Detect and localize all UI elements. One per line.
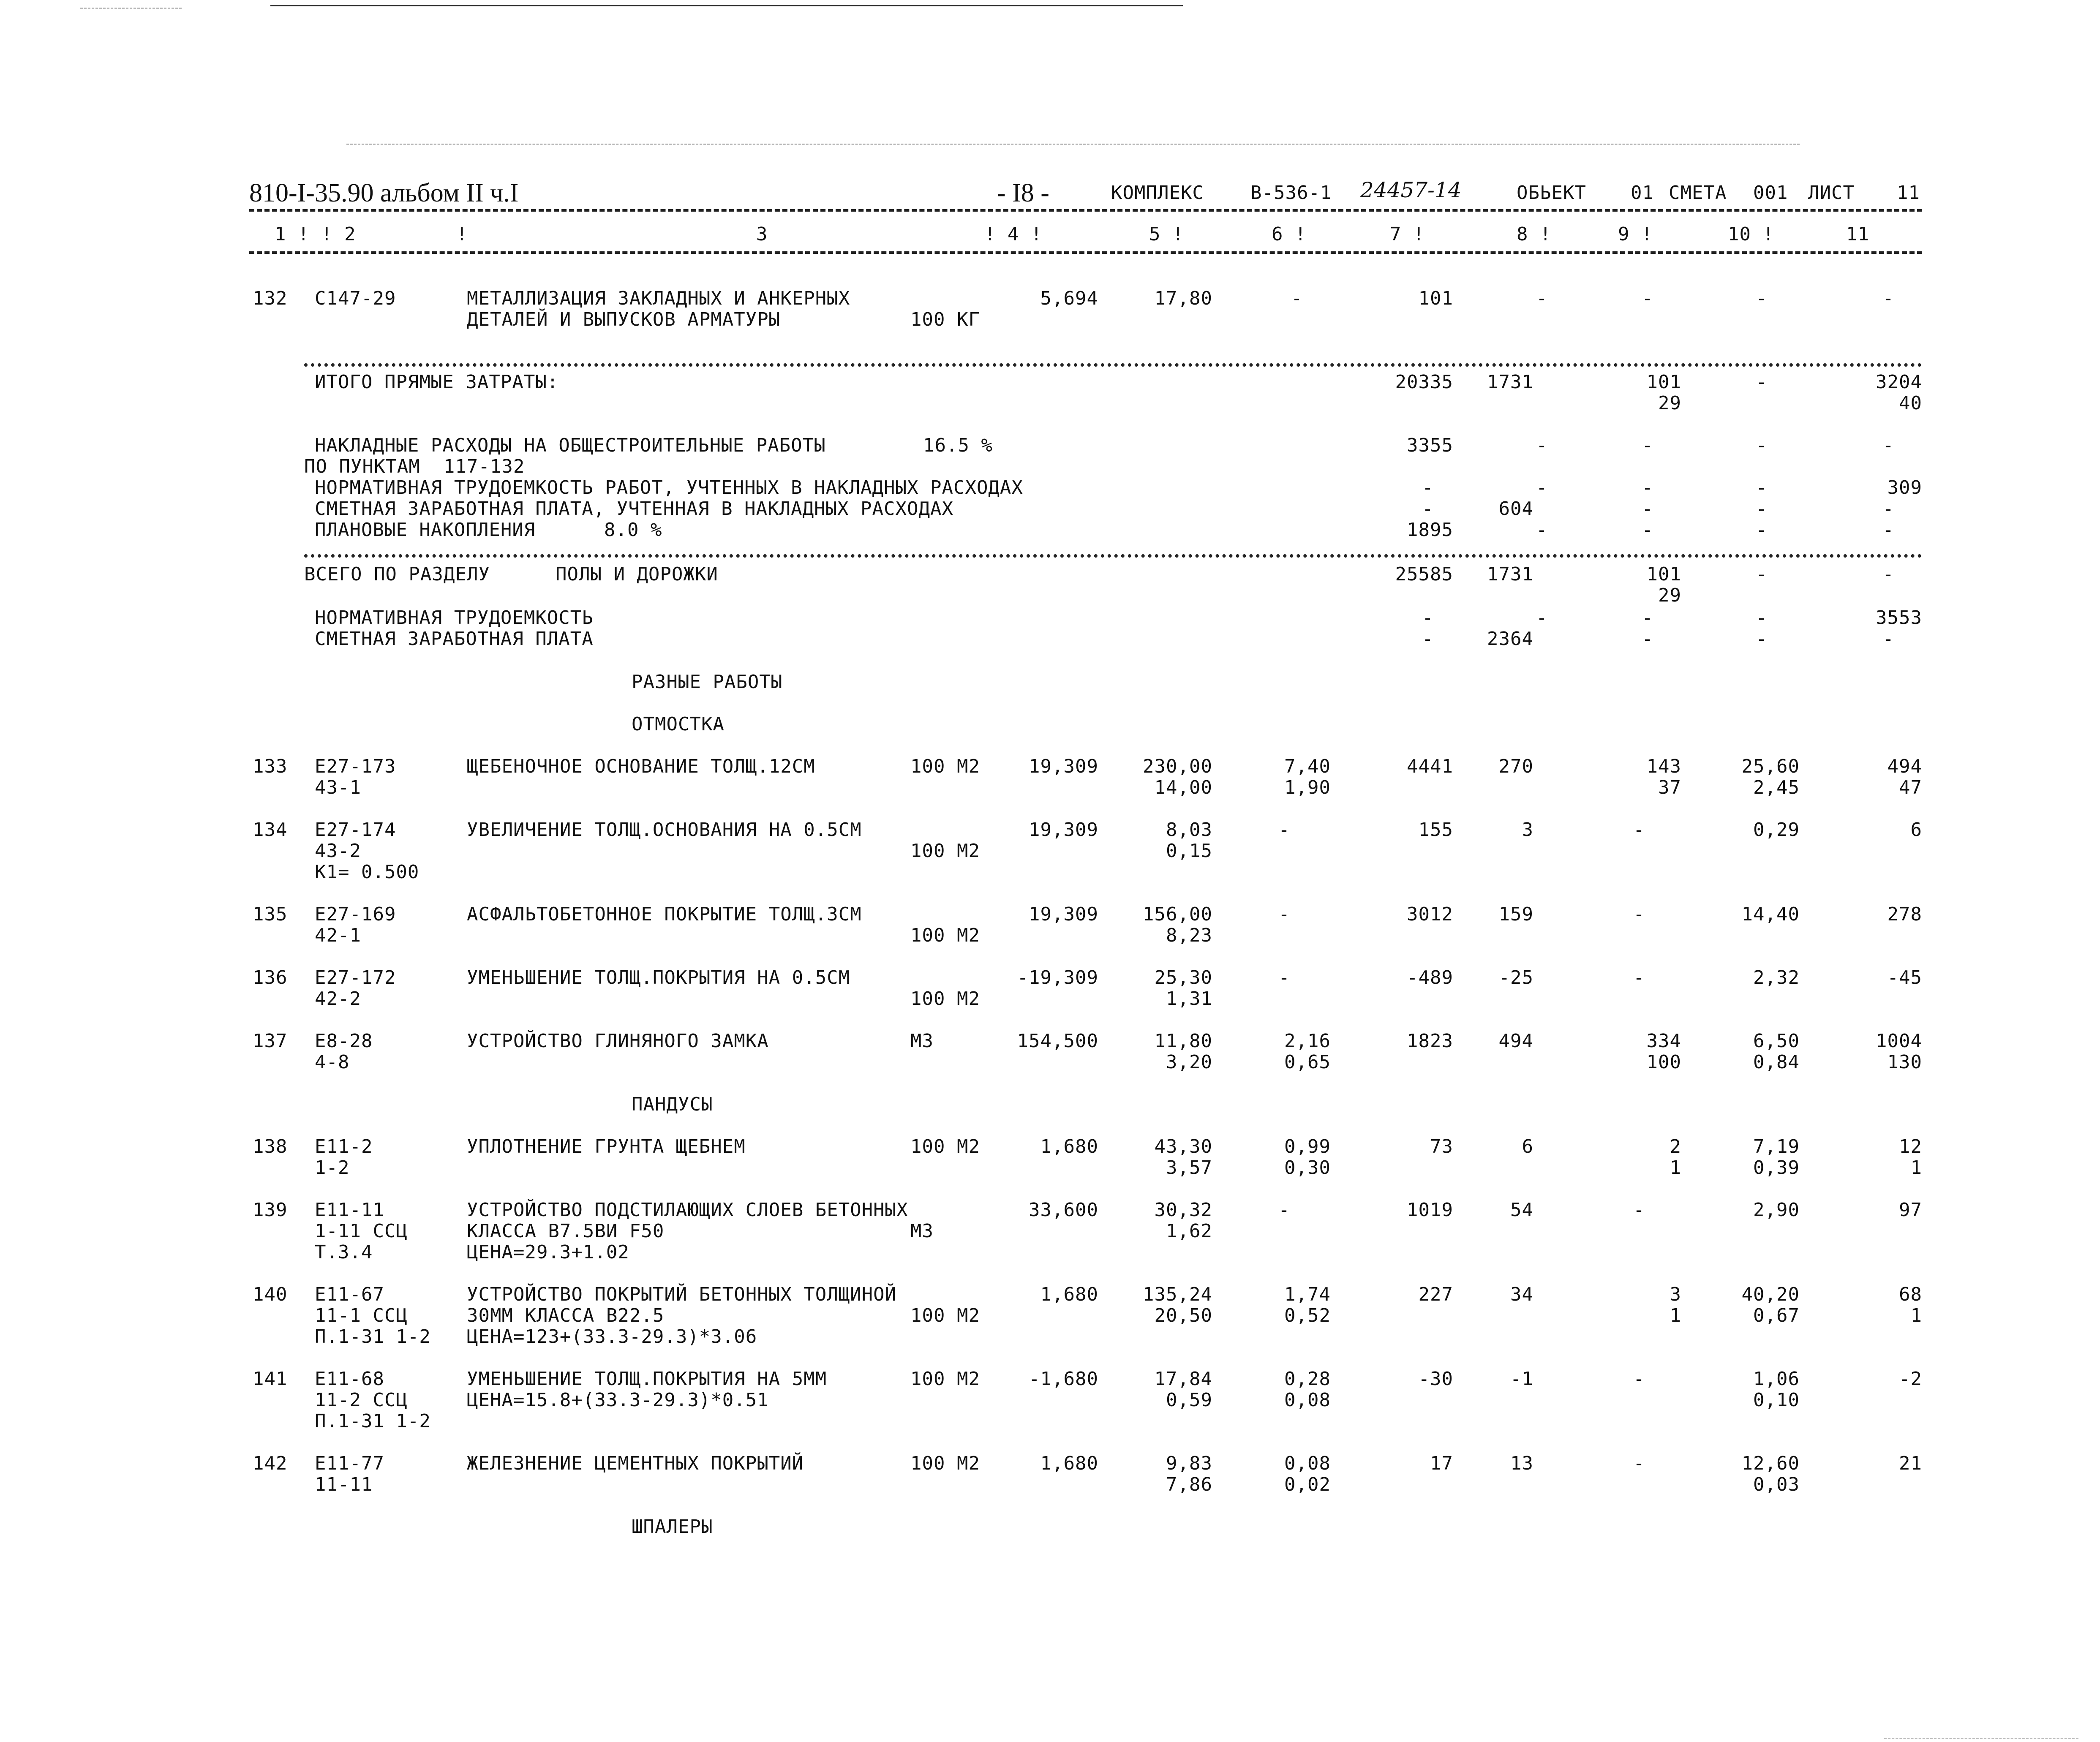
row-code: 1-11 ССЦ (315, 1220, 408, 1242)
overhead-dash: - (1536, 519, 1548, 541)
row-code: Е11-11 (315, 1199, 384, 1221)
row-number: 132 (253, 288, 288, 309)
row-unit: М3 (910, 1030, 934, 1052)
row-col11: 47 (1899, 777, 1922, 798)
document-reference: 810-I-35.90 альбом II ч.I (249, 179, 519, 207)
overhead-dash: - (1756, 498, 1768, 520)
section-dash: - (1422, 607, 1434, 629)
row-description: ДЕТАЛЕЙ И ВЫПУСКОВ АРМАТУРЫ (467, 309, 781, 330)
row-col6: - (1278, 1199, 1290, 1221)
row-col11: 6 (1910, 819, 1922, 841)
labor-in-overhead-value: 309 (1887, 477, 1922, 498)
row-description: ЦЕНА=15.8+(33.3-29.3)*0.51 (467, 1389, 769, 1411)
row-col6: 0,08 (1284, 1389, 1331, 1411)
row-code: 11-11 (315, 1474, 373, 1495)
dotted-separator (304, 363, 1922, 367)
row-description: ЩЕБЕНОЧНОЕ ОСНОВАНИЕ ТОЛЩ.12СМ (467, 756, 815, 777)
sheet-number: 11 (1897, 182, 1920, 204)
row-col9: 143 (1646, 756, 1681, 777)
row-unit-price: 3,20 (1166, 1051, 1212, 1073)
total-col10: - (1756, 371, 1768, 393)
row-col6: 1,74 (1284, 1284, 1331, 1305)
row-quantity: 5,694 (1040, 288, 1098, 309)
row-unit-price: 1,31 (1166, 988, 1212, 1010)
row-col10: 25,60 (1741, 756, 1800, 777)
row-col10: 0,39 (1753, 1157, 1800, 1179)
row-col9: - (1633, 1368, 1645, 1390)
subsection-heading: ПАНДУСЫ (632, 1094, 713, 1115)
row-col9: 100 (1646, 1051, 1681, 1073)
section-dash: - (1882, 628, 1894, 650)
row-col9: - (1633, 904, 1645, 925)
overhead-dash: - (1882, 498, 1894, 520)
section-dash: - (1756, 607, 1768, 629)
object-label: ОБЬЕКТ (1517, 182, 1586, 204)
row-number: 140 (253, 1284, 288, 1305)
row-col10: 0,67 (1753, 1305, 1800, 1326)
row-quantity: 1,680 (1040, 1284, 1098, 1305)
row-quantity: 19,309 (1029, 756, 1098, 777)
row-col10: 2,90 (1753, 1199, 1800, 1221)
row-col11: 494 (1887, 756, 1922, 777)
row-col8: 34 (1510, 1284, 1533, 1305)
row-code: 42-2 (315, 988, 361, 1010)
row-col8: 13 (1510, 1453, 1533, 1474)
row-total: 17 (1430, 1453, 1453, 1474)
smeta-number: 001 (1753, 182, 1788, 204)
row-description: УВЕЛИЧЕНИЕ ТОЛЩ.ОСНОВАНИЯ НА 0.5СМ (467, 819, 862, 841)
row-col6: 2,16 (1284, 1030, 1331, 1052)
planned-savings-percent: 8.0 % (604, 519, 662, 541)
row-col9: - (1633, 1453, 1645, 1474)
row-col6: 0,99 (1284, 1136, 1331, 1157)
row-col10: 7,19 (1753, 1136, 1800, 1157)
row-quantity: 19,309 (1029, 819, 1098, 841)
overhead-label: НАКЛАДНЫЕ РАСХОДЫ НА ОБЩЕСТРОИТЕЛЬНЫЕ РАБОТЫ (315, 435, 826, 456)
section-dash: - (1422, 628, 1434, 650)
row-number: 133 (253, 756, 288, 777)
row-col11: 21 (1899, 1453, 1922, 1474)
normative-labor-label: НОРМАТИВНАЯ ТРУДОЕМКОСТЬ (315, 607, 594, 629)
row-col9: - (1642, 288, 1653, 309)
row-col8: 6 (1522, 1136, 1533, 1157)
row-unit: М3 (910, 1220, 934, 1242)
subsection-heading: ОТМОСТКА (632, 713, 725, 735)
row-col6: - (1278, 819, 1290, 841)
row-quantity: 19,309 (1029, 904, 1098, 925)
row-number: 136 (253, 967, 288, 988)
column-9-number: 9 ! (1618, 223, 1653, 245)
row-col9: - (1633, 1199, 1645, 1221)
row-col10: 1,06 (1753, 1368, 1800, 1390)
column-2-number: ! 2 (321, 223, 356, 245)
complex-code: В-536-1 (1250, 182, 1332, 204)
overhead-dash: - (1536, 435, 1548, 456)
row-code: 1-2 (315, 1157, 350, 1179)
column-1-number: 1 ! (275, 223, 310, 245)
total-col7: 20335 (1395, 371, 1453, 393)
row-col11: - (1882, 288, 1894, 309)
row-code: Е27-172 (315, 967, 396, 988)
row-unit-price: 30,32 (1154, 1199, 1212, 1221)
row-unit: 100 М2 (910, 988, 980, 1010)
row-col6: 0,28 (1284, 1368, 1331, 1390)
row-code: Е8-28 (315, 1030, 373, 1052)
column-header-rule (249, 251, 1922, 254)
row-number: 139 (253, 1199, 288, 1221)
overhead-value: 3355 (1407, 435, 1453, 456)
row-col11: 1004 (1876, 1030, 1922, 1052)
row-code: 4-8 (315, 1051, 350, 1073)
row-total: 4441 (1407, 756, 1453, 777)
section-dash: - (1642, 628, 1653, 650)
row-total: 1823 (1407, 1030, 1453, 1052)
total-col11-second: 40 (1899, 392, 1922, 414)
row-col10: 40,20 (1741, 1284, 1800, 1305)
smeta-label: СМЕТА (1669, 182, 1727, 204)
row-description: ЖЕЛЕЗНЕНИЕ ЦЕМЕНТНЫХ ПОКРЫТИЙ (467, 1453, 804, 1474)
row-number: 141 (253, 1368, 288, 1390)
row-description: АСФАЛЬТОБЕТОННОЕ ПОКРЫТИЕ ТОЛЩ.3СМ (467, 904, 862, 925)
row-description: УСТРОЙСТВО ГЛИНЯНОГО ЗАМКА (467, 1030, 769, 1052)
row-unit-price: 135,24 (1143, 1284, 1212, 1305)
overhead-items: ПО ПУНКТАМ 117-132 (304, 456, 525, 477)
row-description: ЦЕНА=29.3+1.02 (467, 1241, 629, 1263)
row-unit-price: 11,80 (1154, 1030, 1212, 1052)
total-col11: 3204 (1876, 371, 1922, 393)
row-code: 43-2 (315, 840, 361, 862)
overhead-dash: - (1642, 498, 1653, 520)
row-unit: 100 М2 (910, 925, 980, 946)
row-col10: 2,32 (1753, 967, 1800, 988)
row-col11: 1 (1910, 1305, 1922, 1326)
row-col10: 2,45 (1753, 777, 1800, 798)
row-col6: - (1291, 288, 1303, 309)
row-unit-price: 3,57 (1166, 1157, 1212, 1179)
row-number: 138 (253, 1136, 288, 1157)
scan-mark (80, 8, 182, 9)
column-divider: ! (456, 223, 468, 245)
row-col10: 6,50 (1753, 1030, 1800, 1052)
row-unit: 100 М2 (910, 1136, 980, 1157)
row-number: 137 (253, 1030, 288, 1052)
row-col9: - (1633, 819, 1645, 841)
row-number: 135 (253, 904, 288, 925)
row-unit-price: 20,50 (1154, 1305, 1212, 1326)
row-unit-price: 25,30 (1154, 967, 1212, 988)
row-col10: 0,03 (1753, 1474, 1800, 1495)
row-col11: -45 (1887, 967, 1922, 988)
labor-in-overhead-label: НОРМАТИВНАЯ ТРУДОЕМКОСТЬ РАБОТ, УЧТЕННЫХ В НАКЛАДНЫХ РАСХОДАХ (315, 477, 1023, 498)
estimated-wage-label: СМЕТНАЯ ЗАРАБОТНАЯ ПЛАТА (315, 628, 594, 650)
row-unit: 100 М2 (910, 756, 980, 777)
row-col6: 0,30 (1284, 1157, 1331, 1179)
row-code: Е11-2 (315, 1136, 373, 1157)
row-total: 227 (1418, 1284, 1453, 1305)
total-col8: 1731 (1487, 371, 1533, 393)
row-col8: 3 (1522, 819, 1533, 841)
row-description: УСТРОЙСТВО ПОКРЫТИЙ БЕТОННЫХ ТОЛЩИНОЙ (467, 1284, 897, 1305)
row-unit-price: 9,83 (1166, 1453, 1212, 1474)
column-6-number: 6 ! (1272, 223, 1307, 245)
row-col6: - (1278, 904, 1290, 925)
row-unit: 100 КГ (910, 309, 980, 330)
row-col9: - (1633, 967, 1645, 988)
planned-savings-value: 1895 (1407, 519, 1453, 541)
row-description: 30ММ КЛАССА В22.5 (467, 1305, 665, 1326)
row-total: 155 (1418, 819, 1453, 841)
row-code: С147-29 (315, 288, 396, 309)
row-col11: -2 (1899, 1368, 1922, 1390)
row-col9: 1 (1670, 1305, 1681, 1326)
row-code: Е11-77 (315, 1453, 384, 1474)
row-code: Е11-67 (315, 1284, 384, 1305)
row-col6: 0,52 (1284, 1305, 1331, 1326)
row-col6: 0,65 (1284, 1051, 1331, 1073)
row-col9: 37 (1658, 777, 1681, 798)
row-description: УПЛОТНЕНИЕ ГРУНТА ЩЕБНЕМ (467, 1136, 746, 1157)
row-col6: 0,08 (1284, 1453, 1331, 1474)
row-code: 43-1 (315, 777, 361, 798)
overhead-dash: - (1422, 477, 1434, 498)
row-total: -30 (1418, 1368, 1453, 1390)
row-code: 42-1 (315, 925, 361, 946)
total-col9: 101 (1646, 371, 1681, 393)
row-description: УСТРОЙСТВО ПОДСТИЛАЮЩИХ СЛОЕВ БЕТОННЫХ (467, 1199, 908, 1221)
row-unit-price: 43,30 (1154, 1136, 1212, 1157)
row-number: 142 (253, 1453, 288, 1474)
row-quantity: 154,500 (1017, 1030, 1098, 1052)
row-description: УМЕНЬШЕНИЕ ТОЛЩ.ПОКРЫТИЯ НА 5ММ (467, 1368, 827, 1390)
section-dash: - (1756, 628, 1768, 650)
row-code: Е11-68 (315, 1368, 384, 1390)
row-unit: 100 М2 (910, 840, 980, 862)
row-col9: 1 (1670, 1157, 1681, 1179)
page-number: - I8 - (997, 179, 1049, 207)
column-4-number: ! 4 ! (984, 223, 1043, 245)
row-description: ЦЕНА=123+(33.3-29.3)*3.06 (467, 1326, 757, 1347)
handwritten-number: 24457-14 (1360, 178, 1462, 202)
row-col8: 54 (1510, 1199, 1533, 1221)
row-unit-price: 17,84 (1154, 1368, 1212, 1390)
planned-savings-label: ПЛАНОВЫЕ НАКОПЛЕНИЯ (315, 519, 536, 541)
row-col9: 3 (1670, 1284, 1681, 1305)
row-col8: 159 (1498, 904, 1533, 925)
row-total: -489 (1407, 967, 1453, 988)
overhead-dash: - (1642, 435, 1653, 456)
row-unit-price: 0,59 (1166, 1389, 1212, 1411)
column-10-number: 10 ! (1728, 223, 1774, 245)
overhead-dash: - (1756, 519, 1768, 541)
row-quantity: 1,680 (1040, 1136, 1098, 1157)
row-unit-price: 0,15 (1166, 840, 1212, 862)
row-col10: 14,40 (1741, 904, 1800, 925)
row-total: 3012 (1407, 904, 1453, 925)
column-11-number: 11 (1846, 223, 1869, 245)
wage-in-overhead-value: 604 (1498, 498, 1533, 520)
row-unit-price: 1,62 (1166, 1220, 1212, 1242)
row-col6: - (1278, 967, 1290, 988)
section-total-col8: 1731 (1487, 563, 1533, 585)
row-code: П.1-31 1-2 (315, 1326, 431, 1347)
row-code: К1= 0.500 (315, 861, 419, 883)
row-col8: 270 (1498, 756, 1533, 777)
row-unit-price: 8,23 (1166, 925, 1212, 946)
row-unit-price: 14,00 (1154, 777, 1212, 798)
row-col8: 494 (1498, 1030, 1533, 1052)
header-rule (249, 209, 1922, 212)
row-col11: 130 (1887, 1051, 1922, 1073)
column-3-number: 3 (756, 223, 768, 245)
section-dash: - (1642, 607, 1653, 629)
row-unit-price: 7,86 (1166, 1474, 1212, 1495)
sheet-label: ЛИСТ (1808, 182, 1855, 204)
estimated-wage-value: 2364 (1487, 628, 1533, 650)
row-quantity: 1,680 (1040, 1453, 1098, 1474)
row-unit: 100 М2 (910, 1368, 980, 1390)
overhead-dash: - (1642, 519, 1653, 541)
wage-in-overhead-label: СМЕТНАЯ ЗАРАБОТНАЯ ПЛАТА, УЧТЕННАЯ В НАКЛАДНЫХ РАСХОДАХ (315, 498, 953, 520)
row-unit: 100 М2 (910, 1453, 980, 1474)
row-code: Е27-169 (315, 904, 396, 925)
row-col9: 334 (1646, 1030, 1681, 1052)
overhead-dash: - (1422, 498, 1434, 520)
row-code: П.1-31 1-2 (315, 1410, 431, 1432)
row-col10: 0,10 (1753, 1389, 1800, 1411)
row-quantity: -1,680 (1029, 1368, 1098, 1390)
row-description: УМЕНЬШЕНИЕ ТОЛЩ.ПОКРЫТИЯ НА 0.5СМ (467, 967, 850, 988)
row-col9: 2 (1670, 1136, 1681, 1157)
subsection-heading: ШПАЛЕРЫ (632, 1516, 713, 1538)
overhead-percent: 16.5 % (923, 435, 993, 456)
section-total-col11: - (1882, 563, 1894, 585)
row-unit-price: 17,80 (1154, 288, 1212, 309)
row-col10: 0,84 (1753, 1051, 1800, 1073)
row-col11: 1 (1910, 1157, 1922, 1179)
section-total-col9-second: 29 (1658, 585, 1681, 606)
section-total-label: ВСЕГО ПО РАЗДЕЛУ (304, 563, 490, 585)
column-7-number: 7 ! (1390, 223, 1425, 245)
row-col10: 0,29 (1753, 819, 1800, 841)
section-total-col10: - (1756, 563, 1768, 585)
complex-label: КОМПЛЕКС (1111, 182, 1204, 204)
row-unit: 100 М2 (910, 1305, 980, 1326)
row-quantity: 33,600 (1029, 1199, 1098, 1221)
row-col8: - (1536, 288, 1548, 309)
column-5-number: 5 ! (1149, 223, 1184, 245)
section-total-col7: 25585 (1395, 563, 1453, 585)
normative-labor-value: 3553 (1876, 607, 1922, 629)
row-total: 1019 (1407, 1199, 1453, 1221)
overhead-dash: - (1642, 477, 1653, 498)
row-col11: 97 (1899, 1199, 1922, 1221)
row-code: Е27-173 (315, 756, 396, 777)
row-quantity: -19,309 (1017, 967, 1098, 988)
row-code: Е27-174 (315, 819, 396, 841)
row-number: 134 (253, 819, 288, 841)
section-dash: - (1536, 607, 1548, 629)
overhead-dash: - (1882, 435, 1894, 456)
object-number: 01 (1631, 182, 1654, 204)
total-col9-second: 29 (1658, 392, 1681, 414)
section-total-col9: 101 (1646, 563, 1681, 585)
row-col10: 12,60 (1741, 1453, 1800, 1474)
row-col8: -25 (1498, 967, 1533, 988)
row-total: 101 (1418, 288, 1453, 309)
row-code: Т.3.4 (315, 1241, 373, 1263)
row-unit-price: 156,00 (1143, 904, 1212, 925)
row-total: 73 (1430, 1136, 1453, 1157)
row-col10: - (1756, 288, 1768, 309)
row-code: 11-1 ССЦ (315, 1305, 408, 1326)
row-col6: 0,02 (1284, 1474, 1331, 1495)
column-8-number: 8 ! (1517, 223, 1552, 245)
row-col6: 7,40 (1284, 756, 1331, 777)
row-unit-price: 230,00 (1143, 756, 1212, 777)
dotted-separator (304, 554, 1922, 558)
row-description: КЛАССА В7.5ВИ F50 (467, 1220, 665, 1242)
overhead-dash: - (1756, 435, 1768, 456)
row-code: 11-2 ССЦ (315, 1389, 408, 1411)
scan-mark (1884, 1738, 2078, 1739)
section-heading: РАЗНЫЕ РАБОТЫ (632, 671, 783, 693)
row-col6: 1,90 (1284, 777, 1331, 798)
row-col11: 12 (1899, 1136, 1922, 1157)
scan-edge-line (270, 5, 1183, 6)
row-col11: 278 (1887, 904, 1922, 925)
section-name: ПОЛЫ И ДОРОЖКИ (556, 563, 718, 585)
overhead-dash: - (1756, 477, 1768, 498)
row-description: МЕТАЛЛИЗАЦИЯ ЗАКЛАДНЫХ И АНКЕРНЫХ (467, 288, 850, 309)
scan-mark (346, 144, 1800, 145)
total-label: ИТОГО ПРЯМЫЕ ЗАТРАТЫ: (315, 371, 559, 393)
row-col8: -1 (1510, 1368, 1533, 1390)
overhead-dash: - (1882, 519, 1894, 541)
row-col11: 68 (1899, 1284, 1922, 1305)
row-unit-price: 8,03 (1166, 819, 1212, 841)
overhead-dash: - (1536, 477, 1548, 498)
